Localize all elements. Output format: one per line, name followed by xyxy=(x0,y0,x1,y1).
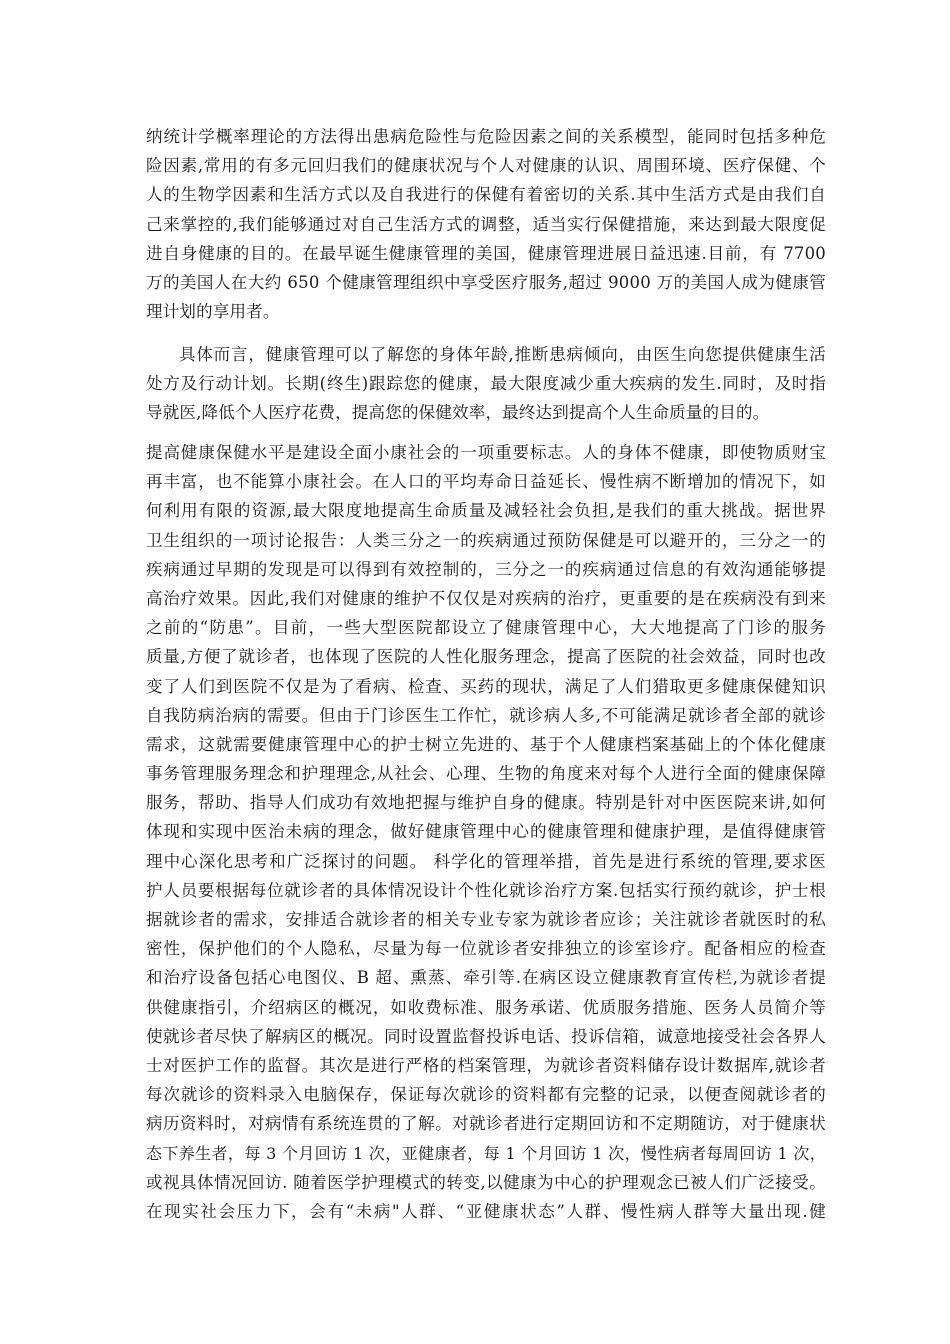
text-line: 质量,方便了就诊者，也体现了医院的人性化服务理念，提高了医院的社会效益，同时也改 xyxy=(146,647,826,667)
text-line: 和治疗设备包括心电图仪、B 超、熏蒸、牵引等.在病区设立健康教育宣传栏,为就诊者提 xyxy=(146,968,826,988)
text-line: 变了人们到医院不仅是为了看病、检查、买药的现状，满足了人们猎取更多健康保健知识 xyxy=(146,676,826,696)
text-line: 险因素,常用的有多元回归我们的健康状况与个人对健康的认识、周围环境、医疗保健、个 xyxy=(146,156,826,176)
text-line: 万的美国人在大约 650 个健康管理组织中享受医疗服务,超过 9000 万的美国人成为健康管 xyxy=(146,272,826,292)
text-line: 进自身健康的目的。在最早诞生健康管理的美国，健康管理进展日益迅速.目前，有 7700 xyxy=(146,243,826,263)
text-line: 每次就诊的资料录入电脑保存，保证每次就诊的资料都有完整的记录，以便查阅就诊者的 xyxy=(146,1085,826,1105)
text-line: 人的生物学因素和生活方式以及自我进行的保健有着密切的关系.其中生活方式是由我们自 xyxy=(146,185,826,205)
text-line: 处方及行动计划。长期(终生)跟踪您的健康，最大限度减少重大疾病的发生.同时，及时指 xyxy=(146,374,826,394)
text-line: 再丰富，也不能算小康社会。在人口的平均寿命日益延长、慢性病不断增加的情况下，如 xyxy=(146,472,826,492)
text-line: 事务管理服务理念和护理理念,从社会、心理、生物的角度来对每个人进行全面的健康保障 xyxy=(146,764,826,784)
text-line: 士对医护工作的监督。其次是进行严格的档案管理，为就诊者资料储存设计数据库,就诊者 xyxy=(146,1055,826,1075)
text-line: 需求，这就需要健康管理中心的护士树立先进的、基于个人健康档案基础上的个体化健康 xyxy=(146,734,826,754)
paragraph-health-care-level xyxy=(146,438,826,1226)
text-line: 何利用有限的资源,最大限度地提高生命质量及减轻社会负担,是我们的重大挑战。据世界 xyxy=(146,501,826,521)
text-line: 理计划的享用者。 xyxy=(146,302,280,322)
text-line: 导就医,降低个人医疗花费，提高您的保健效率，最终达到提高个人生命质量的目的。 xyxy=(146,403,770,423)
text-line: 疾病通过早期的发现是可以得到有效控制的，三分之一的疾病通过信息的有效沟通能够提 xyxy=(146,559,826,579)
text-line: 病历资料时，对病情有系统连贯的了解。对就诊者进行定期回访和不定期随访，对于健康状 xyxy=(146,1114,826,1134)
text-line: 密性，保护他们的个人隐私，尽量为每一位就诊者安排独立的诊室诊疗。配备相应的检查 xyxy=(146,939,826,959)
text-line: 具体而言，健康管理可以了解您的身体年龄,推断患病倾向，由医生向您提供健康生活 xyxy=(179,345,826,364)
paragraph-health-risk-model xyxy=(146,122,826,326)
text-line: 使就诊者尽快了解病区的概况。同时设置监督投诉电话、投诉信箱，诚意地接受社会各界人 xyxy=(146,1026,826,1046)
text-line: 护人员要根据每位就诊者的具体情况设计个性化就诊治疗方案.包括实行预约就诊，护士根 xyxy=(146,880,826,900)
text-line: 供健康指引，介绍病区的概况，如收费标准、服务承诺、优质服务措施、医务人员简介等 xyxy=(146,997,826,1017)
text-line: 或视具体情况回访. 随着医学护理模式的转变,以健康为中心的护理观念已被人们广泛接受。 xyxy=(146,1172,826,1192)
text-line: 己来掌控的,我们能够通过对自己生活方式的调整，适当实行保健措施，来达到最大限度促 xyxy=(146,214,826,234)
paragraph-specific-benefits xyxy=(146,340,826,428)
text-line: 在现实社会压力下，会有“未病"人群、“亚健康状态”人群、慢性病人群等大量出现.健 xyxy=(146,1201,826,1221)
text-line: 高治疗效果。因此,我们对健康的维护不仅仅是对疾病的治疗，更重要的是在疾病没有到来 xyxy=(146,588,826,608)
text-line: 服务，帮助、指导人们成功有效地把握与维护自身的健康。特别是针对中医医院来讲,如何 xyxy=(146,793,826,813)
text-line: 据就诊者的需求，安排适合就诊者的相关专业专家为就诊者应诊；关注就诊者就医时的私 xyxy=(146,910,826,929)
text-line: 理中心深化思考和广泛探讨的问题。 科学化的管理举措，首先是进行系统的管理,要求医 xyxy=(146,851,826,871)
text-line: 体现和实现中医治未病的理念，做好健康管理中心的健康管理和健康护理，是值得健康管 xyxy=(146,822,826,842)
text-line: 卫生组织的一项讨论报告：人类三分之一的疾病通过预防保健是可以避开的，三分之一的 xyxy=(146,530,826,550)
text-line: 提高健康保健水平是建设全面小康社会的一项重要标志。人的身体不健康，即使物质财宝 xyxy=(146,443,826,462)
text-line: 纳统计学概率理论的方法得出患病危险性与危险因素之间的关系模型，能同时包括多种危 xyxy=(146,127,826,146)
text-line: 之前的“防患”。目前，一些大型医院都设立了健康管理中心，大大地提高了门诊的服务 xyxy=(146,618,826,638)
text-line: 态下养生者，每 3 个月回访 1 次，亚健康者，每 1 个月回访 1 次，慢性病者每周回访 1 次， xyxy=(146,1143,826,1163)
text-line: 自我防病治病的需要。但由于门诊医生工作忙，就诊病人多,不可能满足就诊者全部的就诊 xyxy=(146,705,826,725)
